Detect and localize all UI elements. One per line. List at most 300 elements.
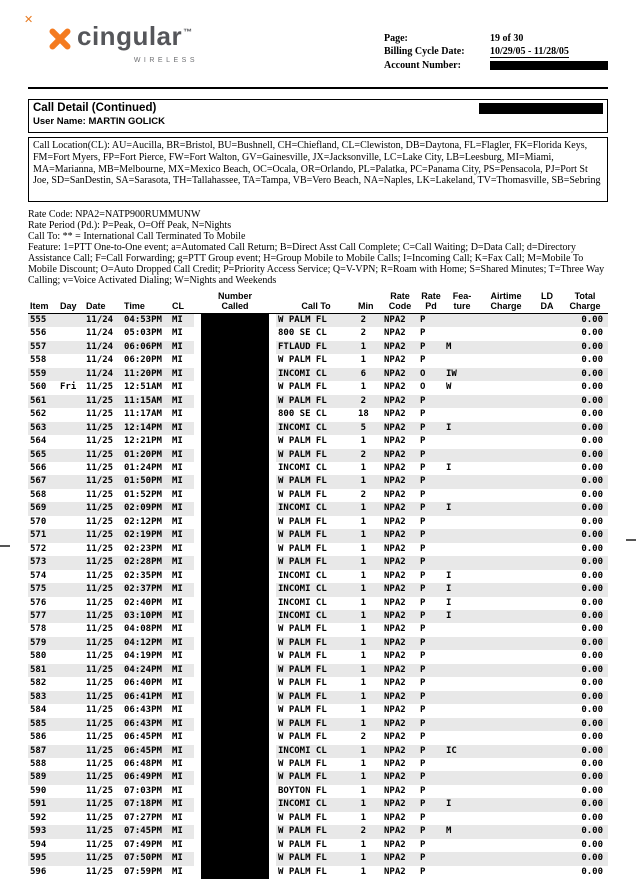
cell-ld-da: [532, 758, 562, 771]
cell-cl: MI: [172, 570, 183, 581]
cell-airtime-charge: [480, 718, 532, 731]
cell-call-to: W PALM FL: [278, 812, 327, 823]
cell-min: 1: [360, 570, 366, 581]
cell-airtime-charge: [480, 610, 532, 623]
phone-number-redacted: [479, 103, 603, 114]
cell-total-charge: 0.00: [562, 422, 608, 435]
table-row: [28, 449, 608, 462]
cell-min: 1: [360, 436, 366, 447]
cell-number-called-redacted: [194, 435, 276, 448]
cell-item: 560: [30, 382, 47, 393]
cell-time: 06:20PM: [124, 355, 162, 366]
cell-feature: [444, 435, 480, 448]
cell-total-charge: 0.00: [581, 866, 603, 877]
cell-feature: [444, 771, 480, 784]
col-header-cl: CL: [170, 292, 194, 314]
col-header-ld-da: LD DA: [532, 292, 562, 314]
cell-airtime-charge: [480, 408, 532, 421]
cell-number-called-redacted: [194, 556, 276, 569]
cell-feature: I: [444, 798, 480, 811]
cell-airtime-charge: [480, 866, 532, 879]
cell-min: 1: [360, 516, 366, 527]
cell-rate-pd: P: [420, 839, 426, 850]
cell-min: 2: [360, 489, 366, 500]
cell-ld-da: [532, 314, 562, 327]
cell-rate-code: NPA2: [382, 718, 418, 731]
cell-min: 5: [356, 422, 382, 435]
table-row: [28, 583, 608, 596]
cell-time: 12:51AM: [124, 382, 162, 393]
cell-item: 563: [28, 422, 58, 435]
cell-ld-da: [532, 650, 562, 663]
cell-number-called-redacted: [194, 341, 276, 354]
cell-feature: [444, 637, 480, 650]
cell-day: Fri: [60, 382, 77, 393]
cell-rate-pd: P: [420, 812, 426, 823]
cell-total-charge: 0.00: [581, 543, 603, 554]
col-header-rate-pd: Rate Pd: [418, 292, 444, 314]
cell-ld-da: [532, 475, 562, 488]
cell-date: 11/25: [86, 651, 114, 662]
cell-feature: [444, 395, 480, 408]
cell-total-charge: 0.00: [581, 785, 603, 796]
cell-item: 591: [28, 798, 58, 811]
cell-date: 11/24: [84, 314, 122, 327]
cell-rate-code: NPA2: [384, 543, 406, 554]
cell-rate-pd: P: [418, 718, 444, 731]
table-row: [28, 718, 608, 731]
table-row: [28, 529, 608, 542]
cell-number-called-redacted: [194, 664, 276, 677]
cell-feature: [444, 852, 480, 865]
cell-min: 1: [356, 852, 382, 865]
cell-airtime-charge: [480, 664, 532, 677]
cell-rate-pd: P: [418, 664, 444, 677]
table-row: [28, 368, 608, 381]
cell-date: 11/25: [84, 502, 122, 515]
cell-item: 569: [28, 502, 58, 515]
cell-day: [58, 556, 84, 569]
table-row: [28, 839, 608, 852]
cell-total-charge: 0.00: [562, 583, 608, 596]
cell-day: [58, 583, 84, 596]
cell-min: 1: [360, 597, 366, 608]
cell-feature: I: [446, 462, 452, 473]
table-row: [28, 731, 608, 744]
cell-total-charge: 0.00: [562, 664, 608, 677]
cell-min: 1: [356, 341, 382, 354]
cell-cl: MI: [170, 718, 194, 731]
cell-rate-code: NPA2: [384, 705, 406, 716]
feature-line: Feature: 1=PTT One-to-One event; a=Automated Call Return; B=Direct Asst Call Complete; C=Call Waiting; D=Data Call; d=Directory Assistance Call; F=Call Forwarding; g=PTT Group event; H=Group Mobile to Mobile Calls; I=Incoming Call; K=Fax Call; M=Mobile To Mobile Discount; O=Auto Dropped Call Credit; P=Priority Access Service; Q=V-VPN; R=Roam with Home; S=Shared Minutes; T=Three Way Calling; v=Voice Activated Dialing; W=Nights and Weekends: [28, 242, 605, 286]
cell-feature: W: [446, 382, 452, 393]
cell-date: 11/25: [84, 422, 122, 435]
cell-rate-code: NPA2: [382, 395, 418, 408]
cell-date: 11/25: [84, 798, 122, 811]
cell-ld-da: [532, 798, 562, 811]
table-row: [28, 785, 608, 798]
cell-min: 1: [360, 462, 366, 473]
account-number-row: [384, 60, 608, 71]
table-row: [28, 758, 608, 771]
table-row: [28, 852, 608, 865]
cell-call-to: W PALM FL: [276, 637, 356, 650]
cell-date: 11/25: [84, 771, 122, 784]
cingular-jack-icon: [46, 25, 74, 53]
cell-time: 01:20PM: [122, 449, 170, 462]
cell-min: 1: [360, 866, 366, 877]
call-detail-section-header: [28, 99, 608, 133]
cell-day: [58, 422, 84, 435]
cell-rate-code: NPA2: [382, 314, 418, 327]
cell-item: 555: [28, 314, 58, 327]
cell-total-charge: 0.00: [581, 678, 603, 689]
cell-feature: [444, 475, 480, 488]
cell-feature: [444, 354, 480, 367]
cell-ld-da: [532, 771, 562, 784]
cell-rate-code: NPA2: [382, 422, 418, 435]
cell-time: 06:06PM: [122, 341, 170, 354]
cell-item: 584: [30, 705, 47, 716]
cell-airtime-charge: [480, 677, 532, 690]
rate-code-line: Rate Code: NPA2=NATP900RUMMUNW: [28, 209, 201, 220]
cell-number-called-redacted: [194, 745, 276, 758]
cell-rate-pd: P: [418, 637, 444, 650]
cell-call-to: W PALM FL: [276, 718, 356, 731]
cell-min: 1: [356, 691, 382, 704]
table-row: [28, 381, 608, 394]
cell-call-to: INCOMI CL: [278, 570, 327, 581]
cell-total-charge: 0.00: [581, 409, 603, 420]
cell-min: 1: [360, 839, 366, 850]
cell-time: 02:40PM: [124, 597, 162, 608]
cell-date: 11/24: [84, 341, 122, 354]
cell-date: 11/25: [86, 462, 114, 473]
billing-cycle-row: [384, 46, 608, 58]
cell-item: 561: [28, 395, 58, 408]
col-header-feature: Fea- ture: [444, 292, 480, 314]
cell-ld-da: [532, 718, 562, 731]
cell-rate-code: NPA2: [382, 556, 418, 569]
cell-cl: MI: [170, 745, 194, 758]
call-detail-table: [28, 292, 608, 879]
cell-airtime-charge: [480, 529, 532, 542]
cell-number-called-redacted: [194, 852, 276, 865]
cell-call-to: INCOMI CL: [278, 597, 327, 608]
billing-cycle-value: 10/29/05 - 11/28/05: [490, 46, 569, 57]
cell-feature: IW: [444, 368, 480, 381]
cell-airtime-charge: [480, 462, 532, 475]
cell-rate-code: NPA2: [384, 758, 406, 769]
fold-mark-right: [626, 539, 636, 541]
cell-number-called-redacted: [194, 516, 276, 529]
cell-rate-code: NPA2: [382, 341, 418, 354]
cell-day: [58, 341, 84, 354]
section-title: Call Detail (Continued): [33, 102, 157, 114]
cell-date: 11/25: [86, 785, 114, 796]
cell-min: 1: [356, 664, 382, 677]
cell-cl: MI: [172, 705, 183, 716]
cell-day: [58, 597, 84, 610]
cell-cl: MI: [172, 328, 183, 339]
cell-rate-pd: P: [420, 328, 426, 339]
cell-item: 574: [30, 570, 47, 581]
cell-feature: [444, 650, 480, 663]
cell-feature: M: [444, 341, 480, 354]
cell-cl: MI: [170, 771, 194, 784]
cell-ld-da: [532, 462, 562, 475]
cell-rate-code: NPA2: [384, 570, 406, 581]
cell-item: 596: [30, 866, 47, 877]
cell-item: 579: [28, 637, 58, 650]
cell-call-to: W PALM FL: [278, 543, 327, 554]
cell-ld-da: [532, 556, 562, 569]
cell-call-to: W PALM FL: [276, 691, 356, 704]
cell-cl: MI: [172, 732, 183, 743]
cell-rate-pd: P: [420, 758, 426, 769]
cell-item: 585: [28, 718, 58, 731]
cell-ld-da: [532, 354, 562, 367]
col-header-day: Day: [58, 292, 84, 314]
cell-rate-code: NPA2: [384, 678, 406, 689]
cell-date: 11/25: [84, 637, 122, 650]
cell-date: 11/25: [86, 382, 114, 393]
cell-day: [58, 812, 84, 825]
cell-airtime-charge: [480, 852, 532, 865]
cell-date: 11/25: [84, 825, 122, 838]
cell-airtime-charge: [480, 341, 532, 354]
cell-cl: MI: [170, 502, 194, 515]
cell-number-called-redacted: [194, 866, 276, 879]
cell-rate-pd: P: [420, 489, 426, 500]
cell-rate-pd: P: [420, 409, 426, 420]
cell-ld-da: [532, 395, 562, 408]
cell-item: 567: [28, 475, 58, 488]
cell-number-called-redacted: [194, 758, 276, 771]
page-number-row: [384, 33, 608, 44]
cell-time: 07:45PM: [122, 825, 170, 838]
cell-day: [58, 677, 84, 690]
cell-feature: [444, 839, 480, 852]
cell-airtime-charge: [480, 475, 532, 488]
cell-rate-code: NPA2: [382, 798, 418, 811]
cell-min: 1: [360, 678, 366, 689]
cell-cl: MI: [172, 516, 183, 527]
cell-total-charge: 0.00: [562, 449, 608, 462]
cell-call-to: W PALM FL: [276, 852, 356, 865]
cell-day: [58, 408, 84, 421]
cell-date: 11/25: [84, 852, 122, 865]
cell-number-called-redacted: [194, 583, 276, 596]
cell-call-to: W PALM FL: [278, 516, 327, 527]
cell-item: 592: [30, 812, 47, 823]
cell-rate-pd: P: [420, 462, 426, 473]
col-header-rate-code: Rate Code: [382, 292, 418, 314]
brand-wordmark: cingular™: [77, 21, 193, 51]
cell-call-to: INCOMI CL: [276, 502, 356, 515]
cell-total-charge: 0.00: [581, 758, 603, 769]
cell-time: 11:17AM: [124, 409, 162, 420]
cell-time: 01:52PM: [124, 489, 162, 500]
cell-feature: [444, 623, 480, 636]
cell-ld-da: [532, 745, 562, 758]
billing-cycle-label: Billing Cycle Date:: [384, 46, 465, 57]
cell-number-called-redacted: [194, 637, 276, 650]
cell-cl: MI: [172, 651, 183, 662]
cell-min: 18: [358, 409, 369, 420]
cell-day: [58, 731, 84, 744]
cell-rate-pd: P: [418, 745, 444, 758]
cell-item: 580: [30, 651, 47, 662]
cell-day: [58, 758, 84, 771]
cell-rate-pd: P: [420, 705, 426, 716]
cell-total-charge: 0.00: [562, 368, 608, 381]
cell-time: 07:59PM: [124, 866, 162, 877]
cell-call-to: W PALM FL: [278, 705, 327, 716]
cell-feature: [444, 677, 480, 690]
cell-item: 556: [30, 328, 47, 339]
cell-day: [58, 314, 84, 327]
cell-feature: [444, 785, 480, 798]
cell-day: [58, 354, 84, 367]
cell-time: 07:03PM: [124, 785, 162, 796]
col-header-total-charge: Total Charge: [562, 292, 608, 314]
cell-min: 1: [360, 624, 366, 635]
cell-rate-pd: P: [420, 732, 426, 743]
cell-item: 576: [30, 597, 47, 608]
cell-rate-code: NPA2: [384, 355, 406, 366]
cell-min: 2: [360, 732, 366, 743]
cell-cl: MI: [172, 489, 183, 500]
cell-airtime-charge: [480, 798, 532, 811]
cell-airtime-charge: [480, 758, 532, 771]
cell-feature: I: [444, 502, 480, 515]
cell-rate-code: NPA2: [382, 529, 418, 542]
cell-rate-code: NPA2: [384, 597, 406, 608]
table-row: [28, 556, 608, 569]
cingular-logo: [46, 22, 198, 64]
cell-time: 02:09PM: [122, 502, 170, 515]
table-row: [28, 462, 608, 475]
cell-day: [58, 475, 84, 488]
cell-min: 1: [360, 355, 366, 366]
cell-rate-code: NPA2: [384, 436, 406, 447]
cell-time: 06:43PM: [122, 718, 170, 731]
cell-rate-pd: P: [418, 798, 444, 811]
cell-feature: [444, 664, 480, 677]
cell-call-to: W PALM FL: [278, 732, 327, 743]
cell-call-to: W PALM FL: [278, 839, 327, 850]
cell-day: [58, 623, 84, 636]
col-header-min: Min: [356, 292, 382, 314]
cell-call-to: W PALM FL: [276, 529, 356, 542]
cell-total-charge: 0.00: [562, 502, 608, 515]
cell-total-charge: 0.00: [581, 705, 603, 716]
cell-rate-pd: P: [420, 570, 426, 581]
cell-feature: I: [444, 422, 480, 435]
table-row: [28, 354, 608, 367]
cell-cl: MI: [170, 449, 194, 462]
table-row: [28, 327, 608, 340]
cell-time: 06:48PM: [124, 758, 162, 769]
cell-rate-code: NPA2: [384, 409, 406, 420]
cell-item: 590: [30, 785, 47, 796]
cell-day: [58, 502, 84, 515]
cell-total-charge: 0.00: [581, 651, 603, 662]
cell-date: 11/25: [86, 705, 114, 716]
cell-day: [58, 650, 84, 663]
col-header-item: Item: [28, 292, 58, 314]
cell-time: 06:43PM: [124, 705, 162, 716]
cell-number-called-redacted: [194, 771, 276, 784]
cell-call-to: W PALM FL: [278, 382, 327, 393]
cell-call-to: BOYTON FL: [278, 785, 327, 796]
cell-rate-code: NPA2: [384, 651, 406, 662]
cell-rate-code: NPA2: [382, 610, 418, 623]
cell-time: 07:27PM: [124, 812, 162, 823]
cell-number-called-redacted: [194, 677, 276, 690]
cell-total-charge: 0.00: [562, 745, 608, 758]
cell-airtime-charge: [480, 422, 532, 435]
cell-date: 11/24: [84, 368, 122, 381]
user-name-line: User Name: MARTIN GOLICK: [33, 116, 165, 127]
cell-number-called-redacted: [194, 650, 276, 663]
cell-ld-da: [532, 664, 562, 677]
cell-date: 11/25: [84, 529, 122, 542]
cell-rate-code: NPA2: [384, 812, 406, 823]
cell-feature: [444, 529, 480, 542]
cell-call-to: FTLAUD FL: [276, 341, 356, 354]
cell-number-called-redacted: [194, 812, 276, 825]
cell-day: [58, 529, 84, 542]
cell-min: 1: [356, 718, 382, 731]
cell-total-charge: 0.00: [581, 436, 603, 447]
cell-min: 1: [356, 583, 382, 596]
cell-total-charge: 0.00: [562, 771, 608, 784]
cell-airtime-charge: [480, 489, 532, 502]
cell-total-charge: 0.00: [562, 556, 608, 569]
cell-rate-code: NPA2: [384, 866, 406, 877]
cell-airtime-charge: [480, 825, 532, 838]
col-header-airtime-charge: Airtime Charge: [480, 292, 532, 314]
cell-rate-code: NPA2: [382, 825, 418, 838]
cell-rate-pd: P: [418, 691, 444, 704]
cell-ld-da: [532, 623, 562, 636]
cell-date: 11/25: [84, 395, 122, 408]
cell-date: 11/25: [84, 691, 122, 704]
cell-rate-pd: P: [420, 624, 426, 635]
cell-ld-da: [532, 597, 562, 610]
cell-time: 04:24PM: [122, 664, 170, 677]
cell-airtime-charge: [480, 449, 532, 462]
cell-airtime-charge: [480, 704, 532, 717]
cell-number-called-redacted: [194, 502, 276, 515]
table-row: [28, 408, 608, 421]
cell-item: 565: [28, 449, 58, 462]
header-divider: [28, 87, 608, 89]
cell-rate-code: NPA2: [382, 449, 418, 462]
cell-day: [58, 798, 84, 811]
cell-cl: MI: [172, 678, 183, 689]
cell-cl: MI: [170, 422, 194, 435]
cell-rate-pd: P: [418, 583, 444, 596]
cell-rate-code: NPA2: [384, 328, 406, 339]
cell-cl: MI: [170, 395, 194, 408]
cell-time: 02:19PM: [122, 529, 170, 542]
cell-day: [58, 489, 84, 502]
cell-rate-pd: P: [418, 341, 444, 354]
cell-airtime-charge: [480, 395, 532, 408]
